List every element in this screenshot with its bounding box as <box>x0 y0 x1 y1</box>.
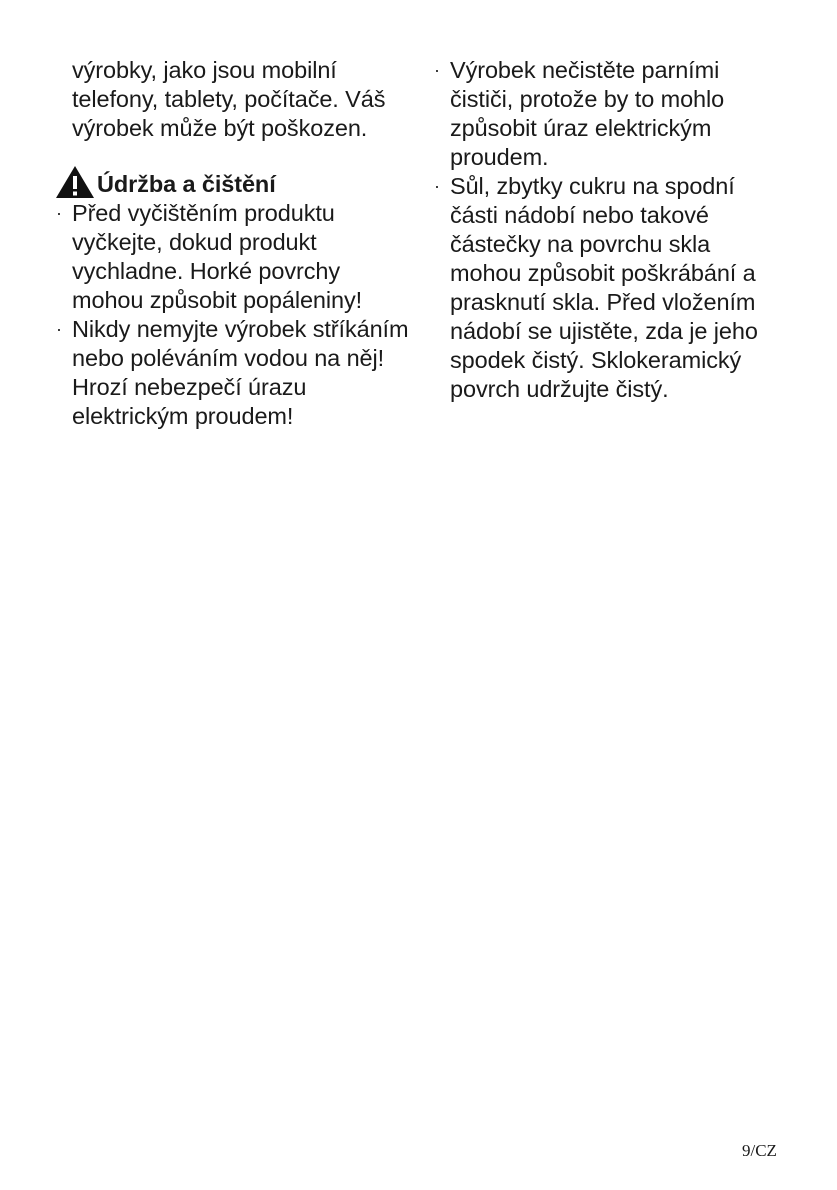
list-item <box>55 315 413 431</box>
page-number: 9/CZ <box>742 1141 777 1160</box>
list-item-text: Před vyčištěním produktu vyčkejte, dokud produkt vychladne. Horké povrchy mohou způsobit popáleniny! <box>72 200 363 313</box>
left-bullet-list <box>55 199 413 431</box>
continuation-paragraph: výrobky, jako jsou mobilní telefony, tablety, počítače. Váš výrobek může být poškozen. <box>72 57 386 141</box>
list-item <box>55 199 413 315</box>
section-heading <box>55 159 413 199</box>
bullet-dot: · <box>56 203 62 223</box>
bullet-dot: · <box>56 319 62 339</box>
section-title: Údržba a čištění <box>97 171 276 197</box>
bullet-dot: · <box>434 60 440 80</box>
warning-triangle-icon <box>55 165 95 199</box>
list-item <box>433 56 783 172</box>
list-item-text: Sůl, zbytky cukru na spodní části nádobí nebo takové částečky na povrchu skla mohou způsobit poškrábání a prasknutí skla. Před vložením nádobí se ujistěte, zda je jeho spodek čistý. Sklokeramický povrch udržujte čistý. <box>450 173 758 402</box>
right-column <box>433 56 783 404</box>
left-column <box>55 56 413 431</box>
right-bullet-list <box>433 56 783 404</box>
list-item-text: Nikdy nemyjte výrobek stříkáním nebo poléváním vodou na něj! Hrozí nebezpečí úrazu elektrickým proudem! <box>72 316 409 429</box>
list-item <box>433 172 783 404</box>
list-item-text: Výrobek nečistěte parními čističi, protože by to mohlo způsobit úraz elektrickým proudem. <box>450 57 725 170</box>
bullet-dot: · <box>434 176 440 196</box>
